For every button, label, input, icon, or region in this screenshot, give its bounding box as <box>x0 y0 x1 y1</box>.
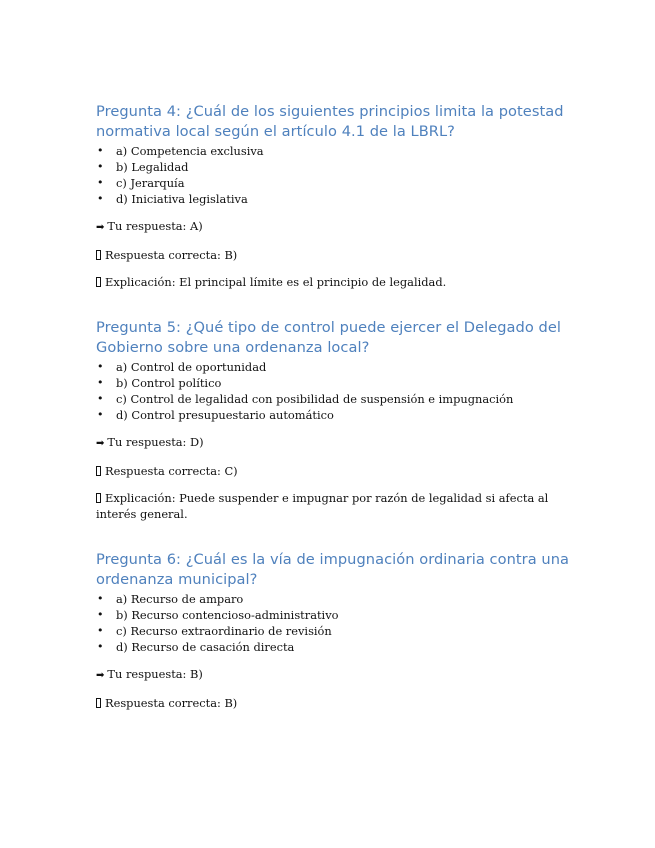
explanation: Explicación: Puede suspender e impugnar por razón de legalidad si afecta al interés general. <box>96 491 549 521</box>
options-list <box>96 591 596 655</box>
list-item: • a) Control de oportunidad <box>97 360 267 374</box>
bullet-icon: • <box>97 360 104 373</box>
question-title: Pregunta 5: ¿Qué tipo de control puede ejercer el Delegado del Gobierno sobre una ordenanza local? <box>96 319 561 356</box>
bullet-icon: • <box>97 176 104 189</box>
bullet-icon: • <box>97 392 104 405</box>
missing-glyph-box-icon <box>96 466 101 476</box>
question-title: Pregunta 6: ¿Cuál es la vía de impugnación ordinaria contra una ordenanza municipal? <box>96 551 569 588</box>
bullet-icon: • <box>97 376 104 389</box>
list-item: • d) Recurso de casación directa <box>97 640 295 654</box>
list-item: • c) Jerarquía <box>97 176 185 190</box>
bullet-icon: • <box>97 640 104 653</box>
list-item: • c) Control de legalidad con posibilidad de suspensión e impugnación <box>97 392 514 406</box>
bullet-icon: • <box>97 608 104 621</box>
list-item: • d) Iniciativa legislativa <box>97 192 248 206</box>
missing-glyph-box-icon <box>96 698 101 708</box>
explanation: Explicación: El principal límite es el principio de legalidad. <box>96 274 596 290</box>
list-item: • a) Recurso de amparo <box>97 592 244 606</box>
bullet-icon: • <box>97 592 104 605</box>
question-title: Pregunta 4: ¿Cuál de los siguientes principios limita la potestad normativa local según el artículo 4.1 de la LBRL? <box>96 103 564 140</box>
bullet-icon: • <box>97 160 104 173</box>
list-item: • b) Recurso contencioso-administrativo <box>97 608 339 622</box>
your-answer: ➡ Tu respuesta: B) <box>96 667 203 681</box>
missing-glyph-box-icon <box>96 277 101 287</box>
your-answer: ➡ Tu respuesta: A) <box>96 219 203 233</box>
correct-answer: Respuesta correcta: B) <box>96 247 596 263</box>
list-item: • a) Competencia exclusiva <box>97 144 264 158</box>
question-4 <box>96 102 596 290</box>
missing-glyph-box-icon <box>96 493 101 503</box>
bullet-icon: • <box>97 624 104 637</box>
correct-answer: Respuesta correcta: B) <box>96 695 596 711</box>
missing-glyph-box-icon <box>96 250 101 260</box>
question-6 <box>96 550 596 711</box>
arrow-right-icon: ➡ <box>96 222 105 233</box>
your-answer: ➡ Tu respuesta: D) <box>96 435 204 449</box>
options-list <box>96 143 596 207</box>
arrow-right-icon: ➡ <box>96 670 105 681</box>
arrow-right-icon: ➡ <box>96 438 105 449</box>
bullet-icon: • <box>97 144 104 157</box>
list-item: • b) Legalidad <box>97 160 189 174</box>
list-item: • d) Control presupuestario automático <box>97 408 334 422</box>
bullet-icon: • <box>97 192 104 205</box>
bullet-icon: • <box>97 408 104 421</box>
question-5 <box>96 318 596 522</box>
correct-answer: Respuesta correcta: C) <box>96 463 596 479</box>
options-list <box>96 359 596 423</box>
list-item: • c) Recurso extraordinario de revisión <box>97 624 332 638</box>
list-item: • b) Control político <box>97 376 222 390</box>
